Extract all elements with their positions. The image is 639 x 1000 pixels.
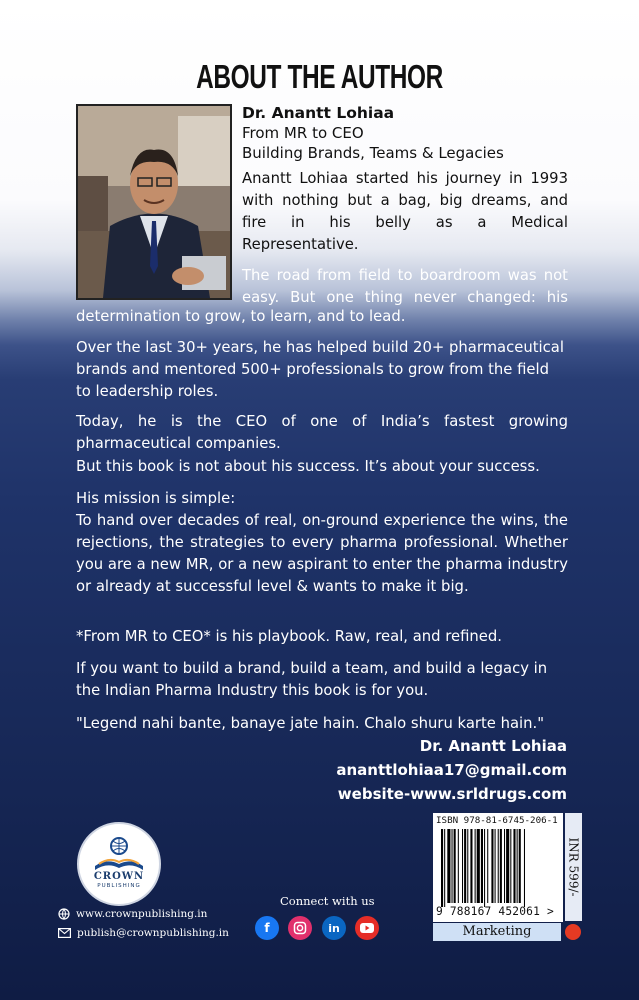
category-label: Marketing	[433, 923, 561, 941]
red-dot-marker	[565, 924, 581, 940]
barcode-digits: 9 788167 452061 >	[436, 905, 554, 918]
barcode-bar	[467, 829, 468, 903]
author-name: Dr. Anantt Lohiaa	[242, 104, 395, 122]
signature-email[interactable]: ananttlohiaa17@gmail.com	[336, 761, 567, 779]
barcode-bar	[444, 829, 445, 907]
barcode-bar	[504, 829, 505, 903]
barcode-bar	[470, 829, 472, 903]
barcode-bar	[498, 829, 499, 903]
bio-call-to-action: If you want to build a brand, build a team, and build a legacy in the Indian Pharma Industry this book is for you.	[76, 660, 548, 699]
barcode-bar	[500, 829, 502, 903]
bio-mission-heading: His mission is simple:	[76, 490, 236, 507]
barcode-bar	[458, 829, 459, 903]
bio-paragraph-4: Today, he is the CEO of one of India’s fastest growing pharmaceutical companies.	[76, 413, 568, 452]
barcode-bar	[495, 829, 496, 903]
barcode-bar	[524, 829, 525, 907]
publisher-email-link[interactable]	[58, 927, 229, 939]
price-label-wrap	[565, 813, 582, 921]
publisher-website: www.crownpublishing.in	[76, 908, 208, 920]
barcode-bar	[513, 829, 515, 903]
connect-label: Connect with us	[280, 894, 375, 908]
page-title: ABOUT THE AUTHOR	[196, 58, 443, 95]
barcode-bar	[454, 829, 456, 903]
price-label: INR 599/-	[566, 837, 581, 897]
barcode-bar	[506, 829, 509, 903]
barcode-bar	[519, 829, 521, 903]
publisher-logo	[77, 822, 161, 906]
author-tagline-2: Building Brands, Teams & Legacies	[242, 144, 504, 162]
mail-icon	[58, 928, 71, 938]
barcode-bar	[487, 829, 488, 903]
barcode-bar	[441, 829, 443, 907]
signature-name: Dr. Anantt Lohiaa	[419, 737, 567, 755]
barcode-bar	[452, 829, 453, 903]
barcode-bar	[462, 829, 463, 903]
signature-website[interactable]: website-www.srldrugs.com	[337, 785, 567, 803]
barcode-bar	[491, 829, 493, 903]
publisher-website-link[interactable]	[58, 908, 207, 920]
globe-icon	[58, 908, 70, 920]
author-tagline-1: From MR to CEO	[242, 124, 364, 142]
author-photo	[76, 104, 232, 300]
linkedin-icon[interactable]: in	[322, 916, 346, 940]
bio-paragraph-2-start: The road from field to boardroom was not easy. But one thing never changed: his	[242, 267, 568, 306]
instagram-icon[interactable]	[288, 916, 312, 940]
barcode-bar	[477, 829, 480, 903]
barcode-bar	[447, 829, 450, 903]
bio-paragraph-3: Over the last 30+ years, he has helped build 20+ pharmaceutical brands and mentored 500+ professionals to grow from the field to leadership roles.	[76, 339, 564, 400]
barcode-bar	[481, 829, 483, 903]
barcode-bar	[464, 829, 466, 903]
barcode-bar	[475, 829, 476, 903]
bio-paragraph-1: Anantt Lohiaa started his journey in 1993 with nothing but a bag, big dreams, and fire in his belly as a Medical Representative.	[242, 170, 568, 253]
bio-paragraph-2-end: determination to grow, to learn, and to lead.	[76, 308, 406, 325]
bio-mission-text: To hand over decades of real, on-ground experience the wins, the rejections, the strategies to every pharma professional. Whether you are a new MR, or a new aspirant to enter the pharma industry or already at successful level & wants to make it big.	[76, 512, 568, 595]
bio-playbook: *From MR to CEO* is his playbook. Raw, real, and refined.	[76, 628, 503, 645]
youtube-icon[interactable]	[355, 916, 379, 940]
bio-paragraph-4-line: But this book is not about his success. It’s about your success.	[76, 458, 540, 475]
publisher-email: publish@crownpublishing.in	[77, 927, 229, 939]
barcode-bar	[517, 829, 518, 903]
publisher-logo-top: CROWN	[93, 871, 145, 882]
barcode-bar	[510, 829, 511, 903]
publisher-logo-bottom: PUBLISHING	[97, 883, 141, 889]
facebook-icon[interactable]: f	[255, 916, 279, 940]
barcode-bar	[484, 829, 485, 907]
isbn-label: ISBN 978-81-6745-206-1	[436, 815, 558, 826]
author-quote: "Legend nahi bante, banaye jate hain. Chalo shuru karte hain."	[76, 715, 545, 732]
